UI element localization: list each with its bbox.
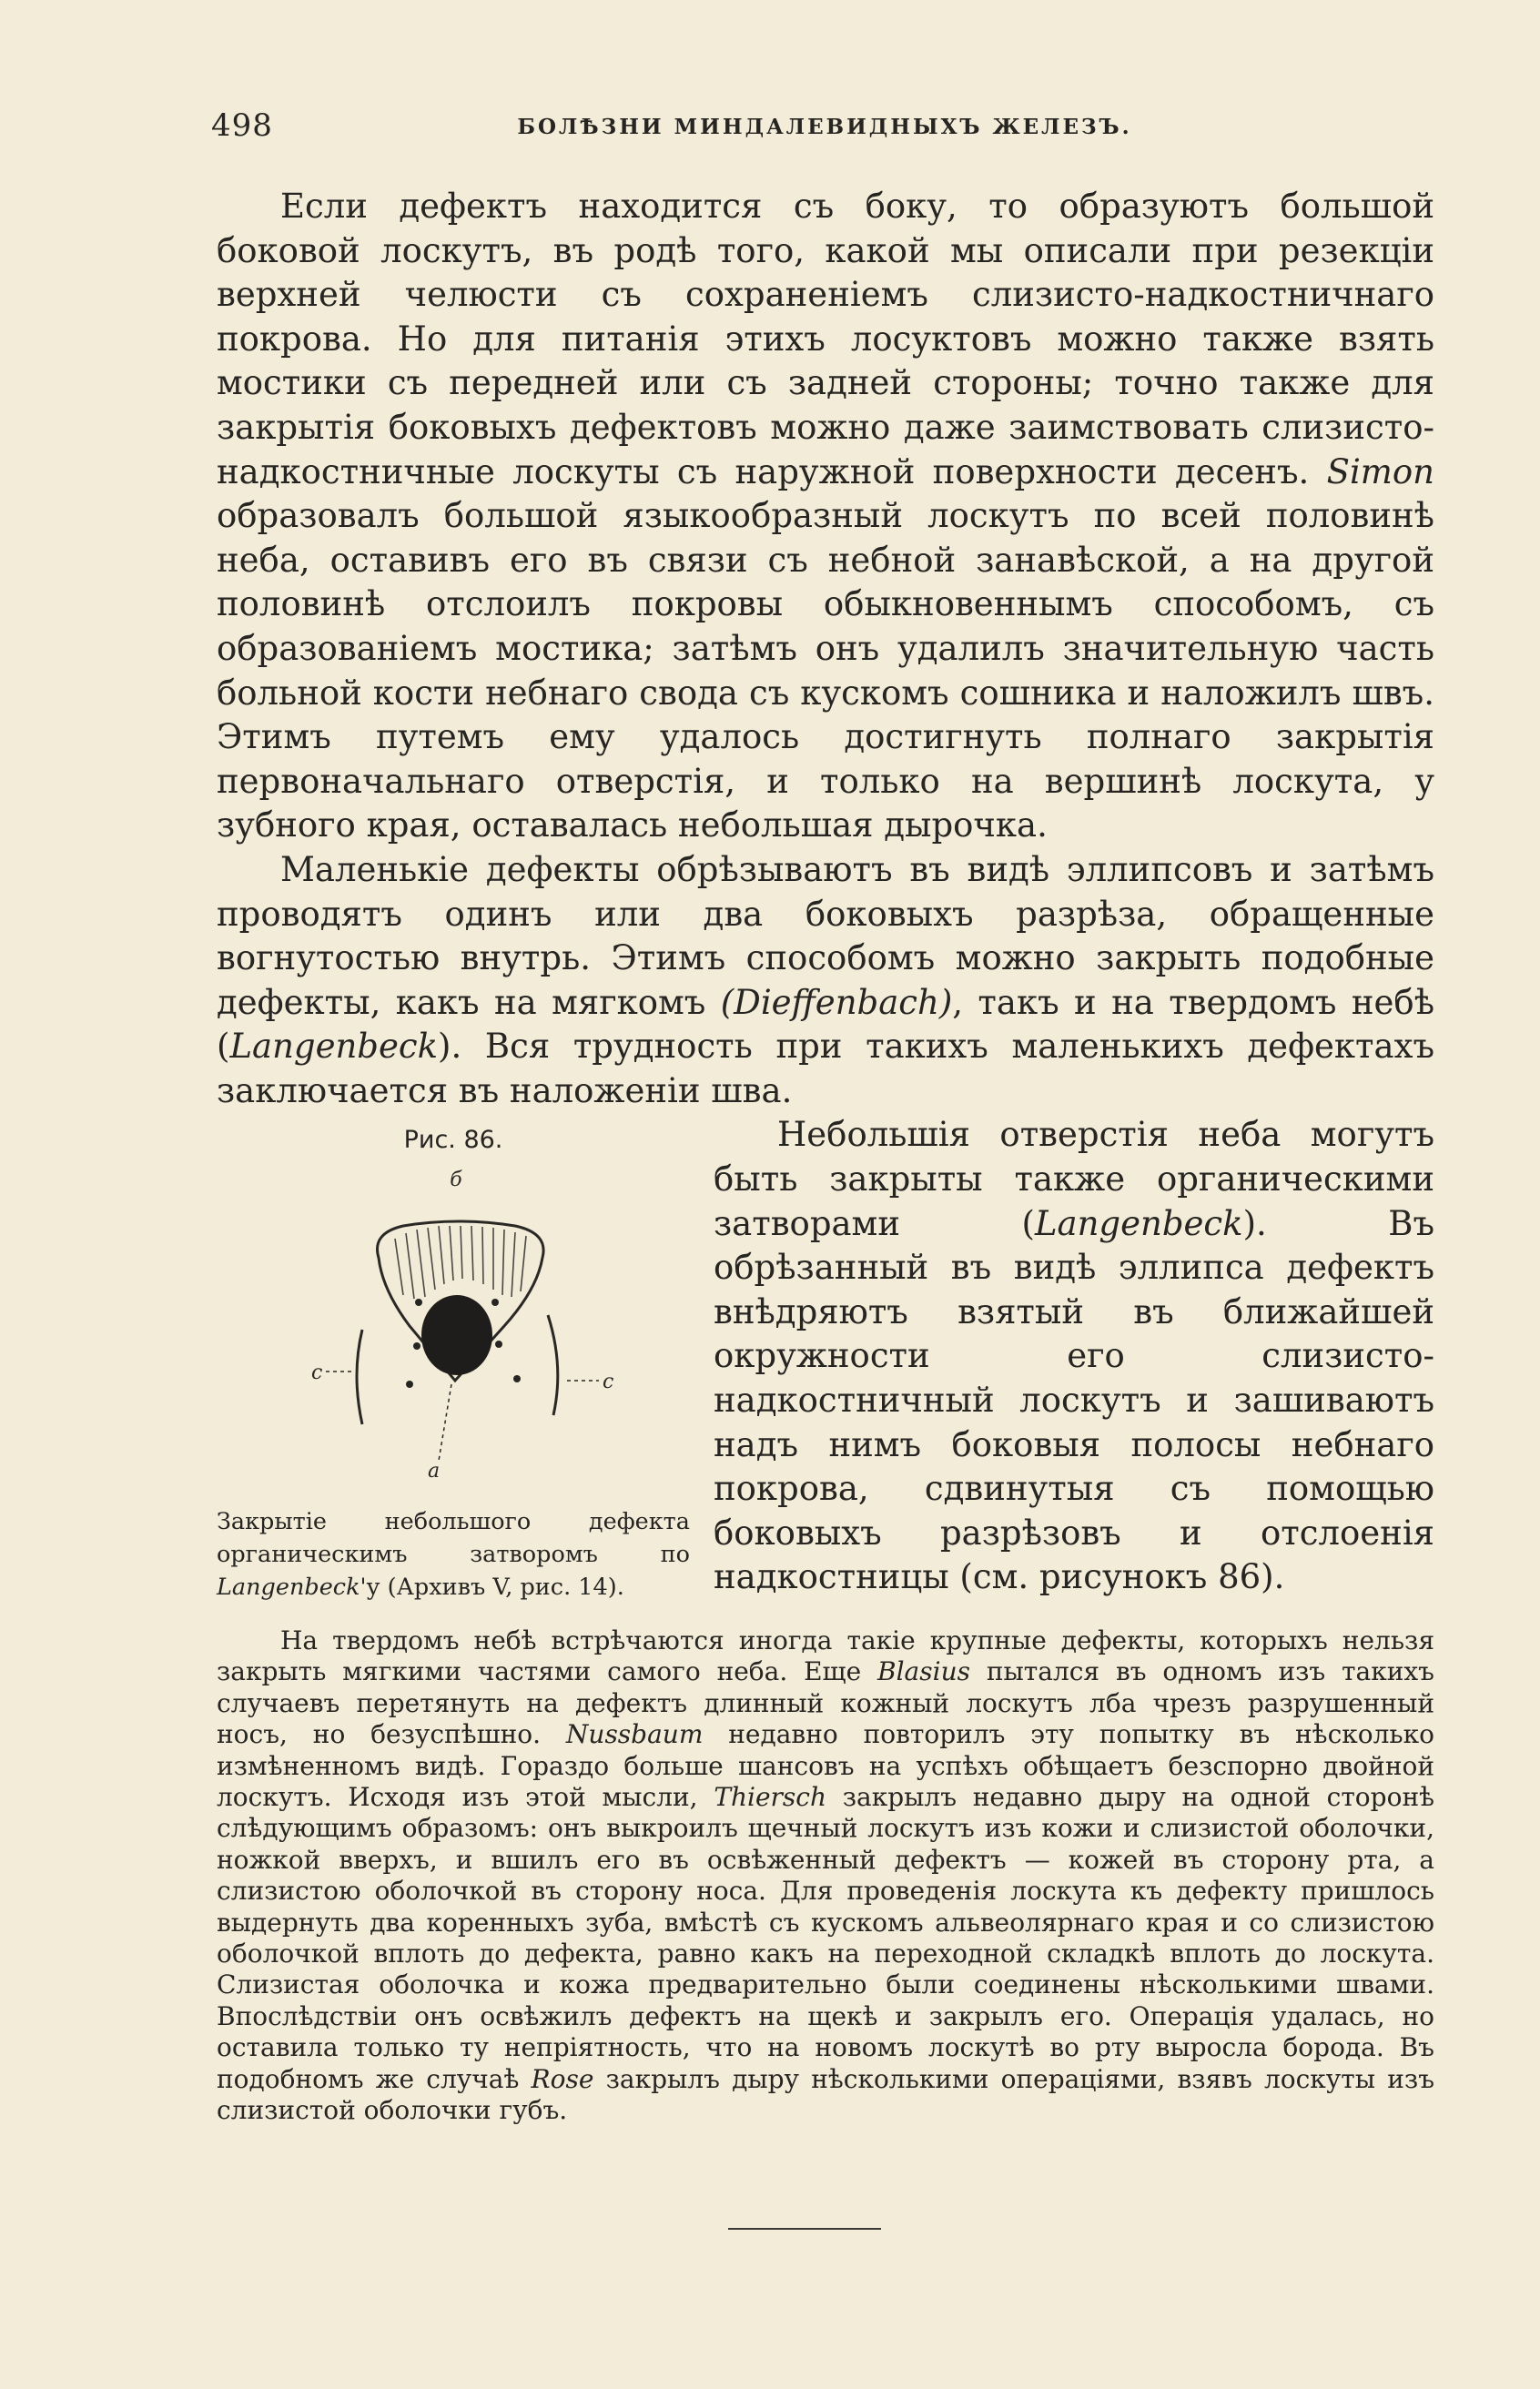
footnote-paragraph [217, 1625, 1434, 2127]
text-run: закрылъ недавно дыру на одной сторонѣ слѣдующимъ образомъ: онъ выкроилъ щечный лоскутъ изъ кожи и слизистой оболочки, ножкой вверхъ, и вшилъ его въ освѣженный дефектъ — кожей въ сторону рта, а слизистою оболочкой въ сторону носа. Для проведенія лоскута къ дефекту пришлось выдернуть два коренныхъ зуба, вмѣстѣ съ кускомъ альвеолярнаго края и со слизистою оболочкой вплоть до дефекта, равно какъ на переходной складкѣ вплоть до лоскута. Слизистая оболочка и кожа предварительно были соединены нѣсколькими швами. Впослѣдствіи онъ освѣжилъ дефектъ на щекѣ и закрылъ его. Операція удалась, но оставила только ту непріятность, что на новомъ лоскутѣ во рту выросла борода. Въ подобномъ же случаѣ [217, 1782, 1434, 2094]
left-incision [357, 1330, 362, 1424]
text-run: , такъ и на твердомъ небѣ ( [217, 982, 1435, 1067]
text-run: Маленькіе дефекты обрѣзываютъ въ видѣ эллипсовъ и затѣмъ проводятъ одинъ или два боковыхъ разрѣза, обращенные вогнутостью внутрь. Этимъ способомъ можно закрыть подобные дефекты, какъ на мягкомъ [217, 849, 1434, 1022]
italic-name-run: Simon [1326, 451, 1434, 491]
main-text [217, 185, 1434, 1659]
pointer-line-bottom [439, 1384, 451, 1461]
page-header [211, 107, 1438, 153]
text-run: На твердомъ небѣ встрѣчаются иногда такіе крупные дефекты, которыхъ нельзя закрыть мягкими частями самого неба. Еще [217, 1625, 1434, 1687]
text-run: Закрытіе небольшого дефекта органическимъ затворомъ по [217, 1508, 690, 1569]
figure-caption [217, 1505, 690, 1604]
defect-hole [421, 1295, 492, 1375]
italic-name-run: Thiersch [714, 1782, 827, 1813]
figure-title: Рис. 86. [403, 1126, 503, 1155]
text-run: Небольшія отверстія неба могутъ быть закрыты также органическими затворами ( [714, 1115, 1434, 1243]
page-number: 498 [211, 107, 273, 144]
figure-label-c-left: с [311, 1362, 323, 1385]
figure-86-illustration [217, 1151, 690, 1506]
suture-dot [491, 1299, 499, 1306]
right-incision [548, 1315, 558, 1415]
figure-label-a: a [428, 1460, 441, 1483]
footnote [217, 1625, 1434, 2127]
text-run: недавно повторилъ эту попытку въ нѣсколько измѣненномъ видѣ. Гораздо больше шансовъ на успѣхъ обѣщаетъ безспорно двойной лоскутъ. Исходя изъ этой мысли, [217, 1719, 1434, 1813]
suture-dot [513, 1375, 521, 1382]
figure-label-c-right: с [603, 1371, 614, 1394]
paragraph-2-lead [217, 848, 1434, 1114]
text-run: 'у (Архивъ V, рис. 14). [360, 1574, 624, 1602]
text-run: Если дефектъ находится съ боку, то образуютъ большой боковой лоскутъ, въ родѣ того, какой мы описали при резекціи верхней челюсти съ сохраненіемъ слизисто-надкостничнаго покрова. Но для питанія этихъ лосуктовъ можно также взять мостики съ передней или съ задней стороны; точно также для закрытія боковыхъ дефектовъ можно даже заимствовать слизисто-надкостничные лоскуты съ наружной поверхности десенъ. [217, 187, 1434, 491]
suture-dot [406, 1381, 413, 1388]
text-run: ). Въ обрѣзанный въ видѣ эллипса дефектъ внѣдряютъ взятый въ ближайшей окружности его слизисто-надкостничный лоскутъ и зашиваютъ надъ нимъ боковыя полосы небнаго покрова, сдвинутыя съ помощью боковыхъ разрѣзовъ и отслоенія надкостницы (см. рисунокъ 86). [714, 1203, 1434, 1597]
text-run: образовалъ большой языкообразный лоскутъ по всей половинѣ неба, оставивъ его въ связи съ небной занавѣской, а на другой половинѣ отслоилъ покровы обыкновеннымъ способомъ, съ образованіемъ мостика; затѣмъ онъ удалилъ значительную часть больной кости небнаго свода съ кускомъ сошника и наложилъ швъ. Этимъ путемъ ему удалось достигнуть полнаго закрытія первоначальнаго отверстія, и только на вершинѣ лоскута, у зубного края, оставалась небольшая дырочка. [217, 496, 1434, 845]
italic-name-run: Langenbeck [229, 1027, 439, 1067]
italic-name-run: Langenbeck [217, 1574, 360, 1602]
figure-label-b: б [450, 1169, 462, 1192]
paragraph-1 [217, 185, 1434, 848]
text-run: закрылъ дыру нѣсколькими операціями, взявъ лоскуты изъ слизистой оболочки губъ. [217, 2063, 1435, 2126]
italic-name-run: Rose [531, 2063, 594, 2094]
text-run: пытался въ одномъ изъ такихъ случаевъ перетянуть на дефектъ длинный кожный лоскутъ лба чрезъ разрушенный носъ, но безуспѣшно. [217, 1656, 1434, 1750]
suture-dot [415, 1299, 422, 1306]
running-title: БОЛѢЗНИ МИНДАЛЕВИДНЫХЪ ЖЕЛЕЗЪ. [517, 115, 1132, 139]
figure-86 [217, 1119, 690, 1659]
suture-dot [495, 1341, 502, 1348]
italic-name-run: Blasius [877, 1656, 970, 1687]
italic-name-run: Langenbeck [1034, 1203, 1243, 1243]
italic-name-run: Nussbaum [565, 1719, 704, 1750]
italic-name-run: (Dieffenbach) [720, 982, 953, 1022]
suture-dot [413, 1342, 420, 1350]
end-rule [728, 2228, 881, 2230]
text-run: ). Вся трудность при такихъ маленькихъ дефектахъ заключается въ наложеніи шва. [217, 1027, 1434, 1110]
